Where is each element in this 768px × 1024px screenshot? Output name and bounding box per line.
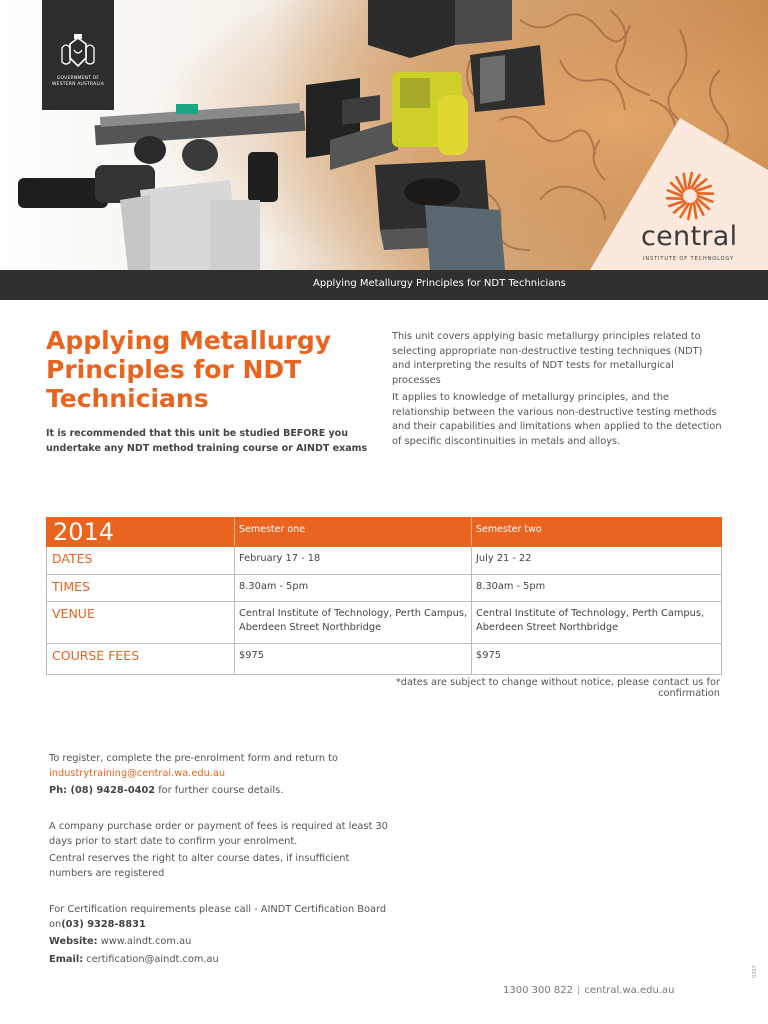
- cert-text: [49, 903, 389, 932]
- government-logo-text: GOVERNMENT OF WESTERN AUSTRALIA: [52, 76, 104, 87]
- enrolment-conditions: [49, 820, 389, 881]
- website-line: [49, 935, 389, 950]
- header-image: [0, 0, 768, 300]
- phone-suffix: for further course details.: [155, 785, 284, 796]
- table-cell: $975: [235, 644, 472, 675]
- row-label-course-fees: COURSE FEES: [47, 644, 235, 675]
- government-logo: [42, 0, 114, 110]
- brand-subtitle: INSTITUTE OF TECHNOLOGY: [643, 256, 734, 262]
- table-header-row: [47, 518, 722, 547]
- header-photo-collage: [0, 0, 768, 300]
- table-cell: $975: [472, 644, 722, 675]
- column-header-semester-one: Semester one: [235, 518, 472, 547]
- table-row: [47, 602, 722, 644]
- title-banner-text: Applying Metallurgy Principles for NDT Technicians: [313, 278, 566, 289]
- brand-name: central: [641, 221, 738, 252]
- table-row: [47, 547, 722, 575]
- certification-info: [49, 903, 389, 967]
- description-paragraph: This unit covers applying basic metallurgy principles related to selecting appropriate non-destructive testing techniques (NDT) and interpreting the results of NDT tests for metallurgical processes: [392, 331, 703, 386]
- table-cell: Central Institute of Technology, Perth Campus, Aberdeen Street Northbridge: [235, 602, 472, 644]
- table-row: [47, 575, 722, 602]
- payment-text: A company purchase order or payment of fees is required at least 30 days prior to start date to confirm your enrolment.: [49, 821, 388, 847]
- registration-info: [49, 752, 389, 799]
- table-cell: 8.30am - 5pm: [235, 575, 472, 602]
- email-label: Email:: [49, 953, 84, 965]
- crest-icon: [56, 34, 100, 74]
- website-link[interactable]: www.aindt.com.au: [97, 936, 192, 947]
- schedule-table: [46, 517, 722, 675]
- table-year: 2014: [47, 518, 235, 547]
- table-cell: July 21 - 22: [472, 547, 722, 575]
- footer-separator: |: [576, 985, 581, 996]
- table-cell: Central Institute of Technology, Perth Campus, Aberdeen Street Northbridge: [472, 602, 722, 644]
- document-code: 0357: [752, 965, 758, 978]
- description-paragraph: It applies to knowledge of metallurgy principles, and the relationship between the various non-destructive testing methods and their capabilities and limitations when applied to the detection of specific discontinuities in metals and alloys.: [392, 392, 722, 447]
- row-label-dates: DATES: [47, 547, 235, 575]
- footer-website-link[interactable]: central.wa.edu.au: [584, 985, 675, 996]
- table-cell: 8.30am - 5pm: [472, 575, 722, 602]
- cert-phone: (03) 9328-8831: [61, 918, 146, 930]
- phone-line: [49, 784, 389, 799]
- row-label-times: TIMES: [47, 575, 235, 602]
- website-label: Website:: [49, 936, 98, 947]
- column-header-semester-two: Semester two: [472, 518, 722, 547]
- footer-phone: 1300 300 822: [503, 985, 573, 996]
- page-title: Applying Metallurgy Principles for NDT Technicians: [46, 326, 332, 413]
- table-cell: February 17 - 18: [235, 547, 472, 575]
- email-link[interactable]: certification@aindt.com.au: [83, 953, 219, 965]
- register-email-link[interactable]: industrytraining@central.wa.edu.au: [49, 767, 226, 779]
- register-text: To register, complete the pre-enrolment form and return to: [49, 753, 339, 764]
- cert-text-label: For Certification requirements please call - AINDT Certification Board on: [49, 904, 387, 930]
- footer: [503, 985, 674, 996]
- email-line: [49, 953, 389, 968]
- row-label-venue: VENUE: [47, 602, 235, 644]
- phone-label: Ph: (08) 9428-0402: [49, 785, 156, 796]
- table-row: [47, 644, 722, 675]
- schedule-disclaimer: *dates are subject to change without notice, please contact us for confirmation: [395, 677, 720, 699]
- recommendation-note: It is recommended that this unit be studied BEFORE you undertake any NDT method training course or AINDT exams: [46, 428, 368, 454]
- unit-description: [392, 330, 722, 449]
- central-sun-icon: [664, 170, 716, 222]
- reserve-text: Central reserves the right to alter course dates, if insufficient numbers are registered: [49, 853, 350, 879]
